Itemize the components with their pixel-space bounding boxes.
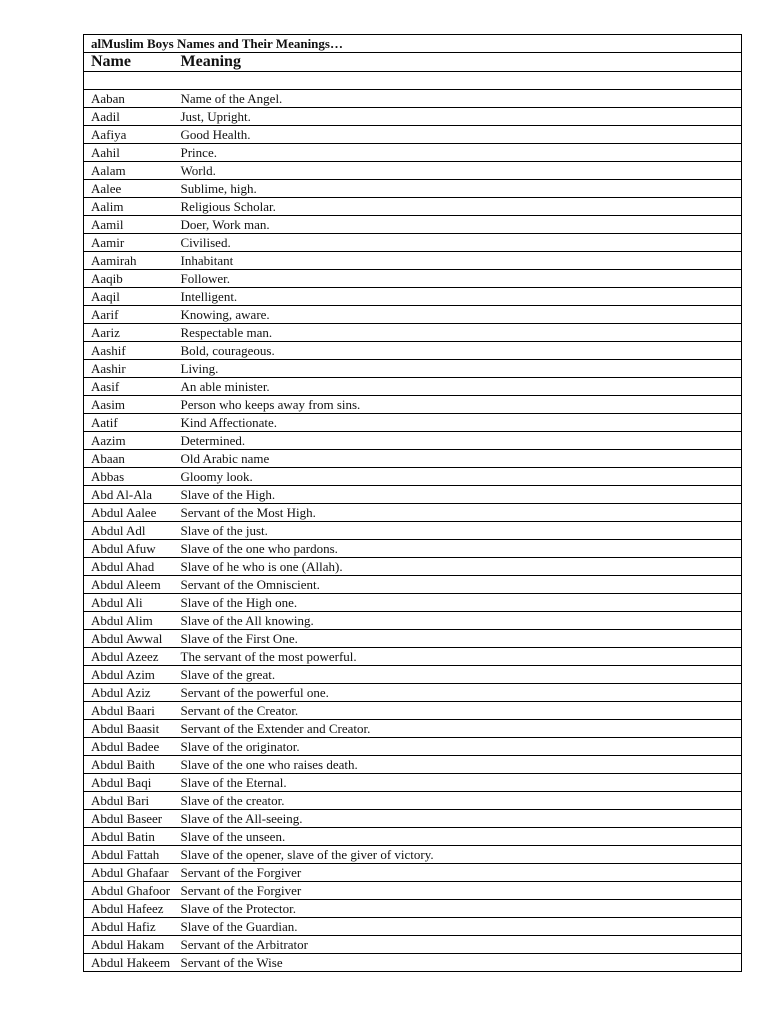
table-row	[84, 360, 742, 378]
name-cell: Abdul Adl	[84, 522, 181, 540]
table-row	[84, 342, 742, 360]
meaning-cell: Servant of the Extender and Creator.	[181, 720, 742, 738]
meaning-cell: Good Health.	[181, 126, 742, 144]
table-row	[84, 234, 742, 252]
name-cell: Abdul Aleem	[84, 576, 181, 594]
meaning-cell: Slave of the creator.	[181, 792, 742, 810]
name-cell: Abdul Hakam	[84, 936, 181, 954]
meaning-cell: Person who keeps away from sins.	[181, 396, 742, 414]
table-row	[84, 666, 742, 684]
table-row	[84, 702, 742, 720]
table-row	[84, 846, 742, 864]
name-cell: Abdul Badee	[84, 738, 181, 756]
meaning-cell: Religious Scholar.	[181, 198, 742, 216]
meaning-cell: Servant of the Forgiver	[181, 864, 742, 882]
table-row	[84, 684, 742, 702]
name-cell: Aarif	[84, 306, 181, 324]
name-cell: Abdul Ali	[84, 594, 181, 612]
table-row	[84, 144, 742, 162]
meaning-cell: Slave of he who is one (Allah).	[181, 558, 742, 576]
name-cell: Aaban	[84, 90, 181, 108]
name-cell: Abdul Bari	[84, 792, 181, 810]
table-row	[84, 738, 742, 756]
name-cell: Aariz	[84, 324, 181, 342]
meaning-cell: Respectable man.	[181, 324, 742, 342]
name-cell: Abaan	[84, 450, 181, 468]
table-row	[84, 432, 742, 450]
name-cell: Aalim	[84, 198, 181, 216]
table-row	[84, 162, 742, 180]
meaning-cell: Servant of the Most High.	[181, 504, 742, 522]
table-row	[84, 900, 742, 918]
meaning-cell: Civilised.	[181, 234, 742, 252]
table-row	[84, 414, 742, 432]
table-row	[84, 252, 742, 270]
table-row	[84, 126, 742, 144]
name-cell: Abdul Ghafoor	[84, 882, 181, 900]
table-row	[84, 324, 742, 342]
name-cell: Abdul Ghafaar	[84, 864, 181, 882]
name-cell: Aaqil	[84, 288, 181, 306]
table-row	[84, 90, 742, 108]
table-row	[84, 720, 742, 738]
name-cell: Aafiya	[84, 126, 181, 144]
table-row	[84, 648, 742, 666]
name-cell: Abdul Aalee	[84, 504, 181, 522]
meaning-cell: Just, Upright.	[181, 108, 742, 126]
table-row	[84, 450, 742, 468]
table-row	[84, 864, 742, 882]
name-cell: Abdul Batin	[84, 828, 181, 846]
name-cell: Abdul Ahad	[84, 558, 181, 576]
name-cell: Abdul Baith	[84, 756, 181, 774]
name-cell: Aamirah	[84, 252, 181, 270]
name-cell: Abdul Aziz	[84, 684, 181, 702]
meaning-cell: Slave of the High one.	[181, 594, 742, 612]
name-cell: Abdul Azim	[84, 666, 181, 684]
name-cell: Abdul Baseer	[84, 810, 181, 828]
name-cell: Abdul Baari	[84, 702, 181, 720]
name-cell: Aashir	[84, 360, 181, 378]
name-cell: Abdul Azeez	[84, 648, 181, 666]
name-cell: Abdul Awwal	[84, 630, 181, 648]
meaning-cell: An able minister.	[181, 378, 742, 396]
meaning-cell: Prince.	[181, 144, 742, 162]
meaning-column-header: Meaning	[181, 53, 742, 72]
meaning-cell: Intelligent.	[181, 288, 742, 306]
meaning-cell: Slave of the one who pardons.	[181, 540, 742, 558]
name-cell: Abbas	[84, 468, 181, 486]
meaning-cell: Slave of the unseen.	[181, 828, 742, 846]
table-row	[84, 558, 742, 576]
name-cell: Aamir	[84, 234, 181, 252]
table-row	[84, 630, 742, 648]
table-row	[84, 792, 742, 810]
table-row	[84, 918, 742, 936]
meaning-cell: Sublime, high.	[181, 180, 742, 198]
table-row	[84, 522, 742, 540]
table-row	[84, 774, 742, 792]
table-row	[84, 504, 742, 522]
name-cell: Abdul Baasit	[84, 720, 181, 738]
table-row	[84, 396, 742, 414]
name-cell: Aashif	[84, 342, 181, 360]
table-row	[84, 954, 742, 972]
table-row	[84, 378, 742, 396]
name-cell: Abdul Alim	[84, 612, 181, 630]
table-row	[84, 486, 742, 504]
meaning-cell: Slave of the Protector.	[181, 900, 742, 918]
table-row	[84, 468, 742, 486]
name-cell: Aasim	[84, 396, 181, 414]
header-row	[84, 53, 742, 72]
document-title: alMuslim Boys Names and Their Meanings…	[84, 35, 742, 53]
name-column-header: Name	[84, 53, 181, 72]
meaning-cell: Slave of the opener, slave of the giver of victory.	[181, 846, 742, 864]
table-row	[84, 756, 742, 774]
meaning-cell: Old Arabic name	[181, 450, 742, 468]
meaning-cell: Gloomy look.	[181, 468, 742, 486]
meaning-cell: Slave of the one who raises death.	[181, 756, 742, 774]
meaning-cell: Servant of the Creator.	[181, 702, 742, 720]
table-row	[84, 936, 742, 954]
table-row	[84, 594, 742, 612]
meaning-cell: Name of the Angel.	[181, 90, 742, 108]
meaning-cell: Slave of the First One.	[181, 630, 742, 648]
name-cell: Abdul Baqi	[84, 774, 181, 792]
meaning-cell: Servant of the Arbitrator	[181, 936, 742, 954]
table-row	[84, 270, 742, 288]
name-cell: Aalee	[84, 180, 181, 198]
meaning-cell: Knowing, aware.	[181, 306, 742, 324]
name-cell: Aaqib	[84, 270, 181, 288]
name-cell: Aatif	[84, 414, 181, 432]
table-row	[84, 216, 742, 234]
name-cell: Abdul Hafeez	[84, 900, 181, 918]
name-cell: Abdul Hafiz	[84, 918, 181, 936]
meaning-cell: Servant of the Forgiver	[181, 882, 742, 900]
meaning-cell: Living.	[181, 360, 742, 378]
meaning-cell: Kind Affectionate.	[181, 414, 742, 432]
meaning-cell: Follower.	[181, 270, 742, 288]
name-cell: Aamil	[84, 216, 181, 234]
blank-cell	[84, 72, 742, 90]
table-row	[84, 810, 742, 828]
meaning-cell: Slave of the Eternal.	[181, 774, 742, 792]
names-table	[83, 34, 742, 972]
name-cell: Abdul Hakeem	[84, 954, 181, 972]
name-cell: Aadil	[84, 108, 181, 126]
meaning-cell: Doer, Work man.	[181, 216, 742, 234]
meaning-cell: Servant of the Wise	[181, 954, 742, 972]
meaning-cell: Bold, courageous.	[181, 342, 742, 360]
meaning-cell: Slave of the originator.	[181, 738, 742, 756]
meaning-cell: Servant of the Omniscient.	[181, 576, 742, 594]
name-cell: Abd Al-Ala	[84, 486, 181, 504]
table-row	[84, 108, 742, 126]
name-cell: Abdul Afuw	[84, 540, 181, 558]
meaning-cell: Determined.	[181, 432, 742, 450]
table-row	[84, 882, 742, 900]
meaning-cell: The servant of the most powerful.	[181, 648, 742, 666]
table-row	[84, 576, 742, 594]
name-cell: Aahil	[84, 144, 181, 162]
blank-row	[84, 72, 742, 90]
table-row	[84, 288, 742, 306]
meaning-cell: Inhabitant	[181, 252, 742, 270]
meaning-cell: Slave of the All knowing.	[181, 612, 742, 630]
meaning-cell: World.	[181, 162, 742, 180]
meaning-cell: Slave of the Guardian.	[181, 918, 742, 936]
name-cell: Aazim	[84, 432, 181, 450]
title-row	[84, 35, 742, 53]
table-row	[84, 180, 742, 198]
meaning-cell: Slave of the great.	[181, 666, 742, 684]
table-row	[84, 198, 742, 216]
name-cell: Aasif	[84, 378, 181, 396]
meaning-cell: Servant of the powerful one.	[181, 684, 742, 702]
meaning-cell: Slave of the All-seeing.	[181, 810, 742, 828]
name-cell: Abdul Fattah	[84, 846, 181, 864]
name-cell: Aalam	[84, 162, 181, 180]
table-row	[84, 540, 742, 558]
table-row	[84, 306, 742, 324]
meaning-cell: Slave of the High.	[181, 486, 742, 504]
table-row	[84, 828, 742, 846]
table-row	[84, 612, 742, 630]
meaning-cell: Slave of the just.	[181, 522, 742, 540]
